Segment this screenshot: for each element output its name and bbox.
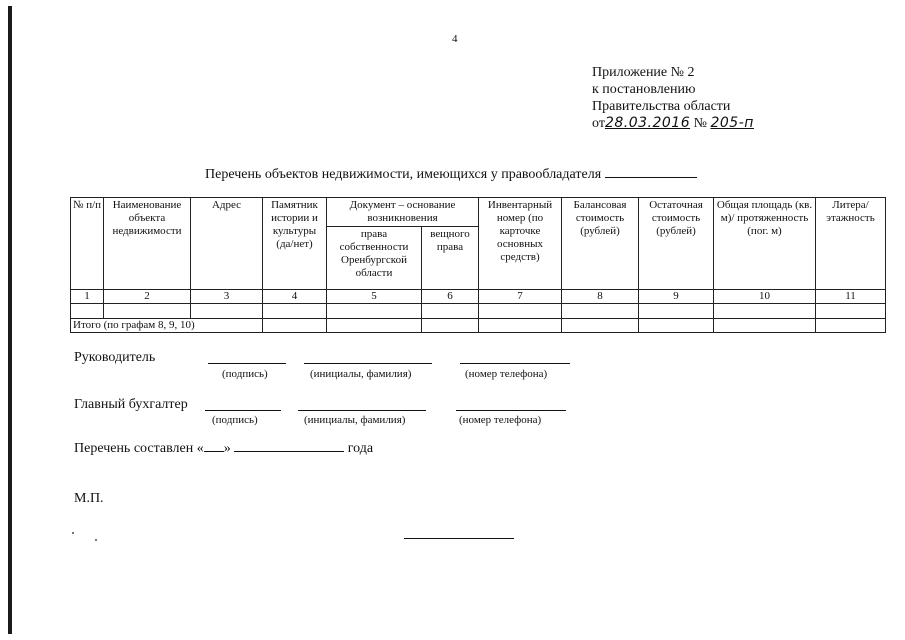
header-name: Наименование объекта недвижимости (104, 198, 191, 290)
head-phone-line (460, 363, 570, 364)
page-edge-bar (8, 6, 12, 634)
appendix-line-1: Приложение № 2 (592, 65, 695, 80)
column-number: 2 (104, 290, 191, 304)
bottom-blank-line (404, 538, 514, 539)
header-balance: Балансовая стоимость (рублей) (562, 198, 639, 290)
table-cell (714, 304, 816, 319)
table-cell (422, 304, 479, 319)
table-cell (562, 304, 639, 319)
head-phone-caption: (номер телефона) (465, 368, 548, 380)
column-number: 5 (327, 290, 422, 304)
stamp-label: М.П. (74, 491, 104, 506)
header-residual: Остаточная стоимость (рублей) (639, 198, 714, 290)
column-number: 9 (639, 290, 714, 304)
header-address: Адрес (191, 198, 263, 290)
compiled-suffix: года (347, 441, 374, 456)
header-litera: Литера/ этажность (816, 198, 886, 290)
appendix-block (592, 64, 754, 132)
column-number-row (71, 290, 886, 304)
table-cell (479, 319, 562, 333)
header-real-right: вещного права (422, 227, 479, 290)
table-cell (562, 319, 639, 333)
table-cell (422, 319, 479, 333)
column-number: 8 (562, 290, 639, 304)
accountant-signature-line (205, 410, 281, 411)
total-row (71, 319, 886, 333)
table-cell (714, 319, 816, 333)
handwritten-date: 28.03.2016 (604, 115, 691, 131)
accountant-phone-caption: (номер телефона) (459, 414, 542, 426)
appendix-line-3: Правительства области (592, 99, 731, 114)
table-cell (191, 304, 263, 319)
table-cell (71, 304, 104, 319)
table-cell (327, 319, 422, 333)
accountant-name-line (298, 410, 426, 411)
accountant-label: Главный бухгалтер (74, 397, 188, 412)
head-signature-line (208, 363, 286, 364)
header-ownership: права собственности Оренбургской области (327, 227, 422, 290)
header-monument: Памятник истории и культуры (да/нет) (263, 198, 327, 290)
appendix-date-line (592, 115, 754, 132)
compiled-line (74, 441, 373, 457)
header-document: Документ – основание возникновения (327, 198, 479, 227)
list-title (205, 167, 697, 183)
owner-blank-line (605, 177, 697, 178)
table-cell (263, 319, 327, 333)
table-cell (639, 319, 714, 333)
number-prefix: № (693, 116, 707, 131)
head-name-caption: (инициалы, фамилия) (310, 368, 412, 380)
scan-speck (72, 532, 74, 534)
table-cell (816, 304, 886, 319)
list-title-text: Перечень объектов недвижимости, имеющихся у правообладателя (205, 167, 602, 182)
header-row-1 (71, 198, 886, 227)
empty-data-row (71, 304, 886, 319)
property-table (70, 197, 886, 333)
head-label: Руководитель (74, 350, 156, 365)
table-cell (104, 304, 191, 319)
accountant-signature-caption: (подпись) (212, 414, 258, 426)
head-signature-caption: (подпись) (222, 368, 268, 380)
column-number: 10 (714, 290, 816, 304)
date-prefix: от (592, 116, 605, 131)
compiled-prefix: Перечень составлен « (74, 441, 204, 456)
compiled-day-blank (204, 451, 224, 452)
page-number: 4 (452, 33, 458, 45)
total-label: Итого (по графам 8, 9, 10) (71, 319, 263, 333)
column-number: 1 (71, 290, 104, 304)
table-cell (327, 304, 422, 319)
table-cell (479, 304, 562, 319)
column-number: 7 (479, 290, 562, 304)
handwritten-number: 205-п (710, 115, 754, 131)
appendix-line-2: к постановлению (592, 82, 696, 97)
header-num: № п/п (71, 198, 104, 290)
column-number: 3 (191, 290, 263, 304)
column-number: 11 (816, 290, 886, 304)
accountant-name-caption: (инициалы, фамилия) (304, 414, 406, 426)
head-name-line (304, 363, 432, 364)
scan-speck (95, 539, 97, 541)
table-cell (639, 304, 714, 319)
column-number: 4 (263, 290, 327, 304)
column-number: 6 (422, 290, 479, 304)
compiled-middle: » (223, 441, 231, 456)
accountant-phone-line (456, 410, 566, 411)
table-cell (263, 304, 327, 319)
header-inventory: Инвентарный номер (по карточке основных средств) (479, 198, 562, 290)
table-cell (816, 319, 886, 333)
header-area: Общая площадь (кв. м)/ протяженность (пог. м) (714, 198, 816, 290)
compiled-month-blank (234, 451, 344, 452)
